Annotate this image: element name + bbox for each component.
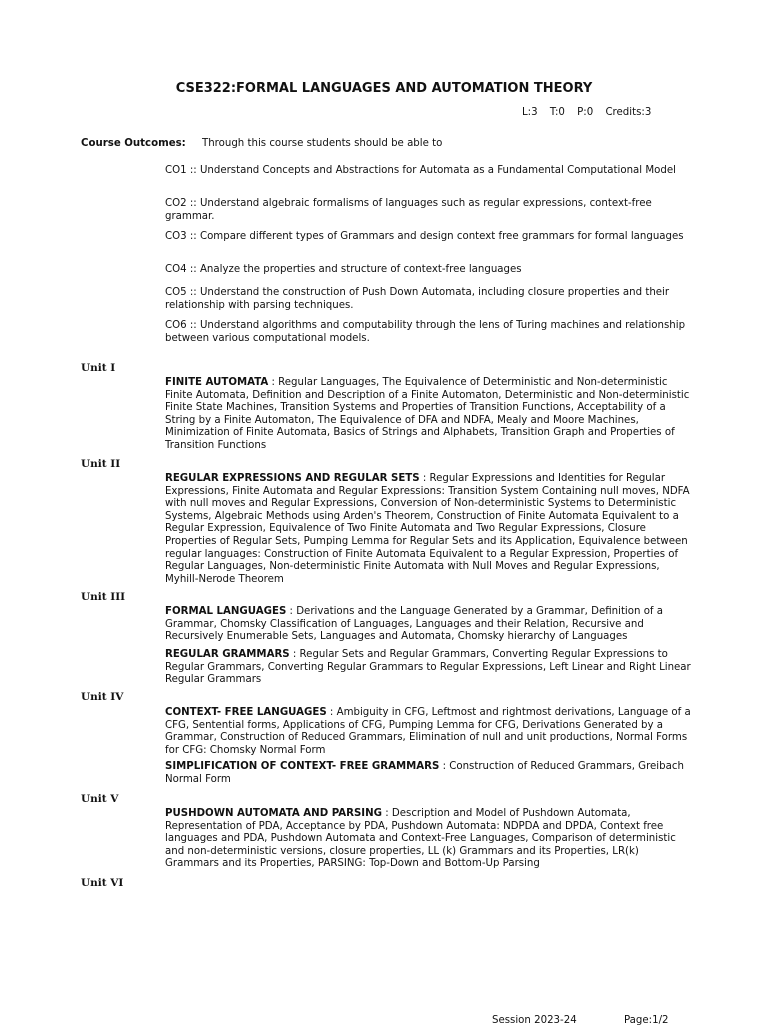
course-outcome-co6: CO6 :: Understand algorithms and computability through the lens of Turing machines and relationship between various computational models. [165,320,686,344]
footer-session: Session 2023-24 [492,1015,577,1026]
course-outcome-co5: CO5 :: Understand the construction of Push Down Automata, including closure properties and their relationship with parsing techniques. [165,287,670,311]
unit-4-topic-1 [165,707,695,757]
topic-heading: SIMPLIFICATION OF CONTEXT- FREE GRAMMARS [165,761,440,772]
unit-4-topic-2 [165,761,695,786]
course-outcome-co1: CO1 :: Understand Concepts and Abstractions for Automata as a Fundamental Computational Model [165,165,676,176]
topic-heading: FORMAL LANGUAGES [165,606,287,617]
practical-hours: P:0 [577,107,594,118]
unit-3-topic-1 [165,606,695,644]
topic-text: : Description and Model of Pushdown Automata, Representation of PDA, Acceptance by PDA, Pushdown Automata: NDPDA and DPDA, Context free languages and PDA, Pushdown Automata and Context-Free Languages, Comparison of deterministic and non-deterministic versions, closure properties, LL (k) Grammars and its Properties, LR(k) Grammars and its Properties, PARSING: Top-Down and Bottom-Up Parsing [165,808,676,870]
unit-label-6: Unit VI [81,877,124,889]
course-title: CSE322:FORMAL LANGUAGES AND AUTOMATION THEORY [175,81,593,96]
topic-heading: PUSHDOWN AUTOMATA AND PARSING [165,808,382,819]
unit-label-5: Unit V [81,793,119,805]
topic-text: : Construction of Reduced Grammars, Greibach Normal Form [165,761,684,785]
unit-label-1: Unit I [81,362,116,374]
course-outcome-co4: CO4 :: Analyze the properties and structure of context-free languages [165,264,522,275]
topic-text: : Regular Expressions and Identities for Regular Expressions, Finite Automata and Regular Expressions: Transition System Containing null moves, NDFA with null moves and Regular Expressions, Conversion of Non-deterministic Systems to Deterministic Systems, Algebraic Methods using Arden's Theorem, Construction of Finite Automata Equivalent to a Regular Expression, Equivalence of Two Finite Automata and Two Regular Expressions, Closure Properties of Regular Sets, Pumping Lemma for Regular Sets and its Application, Equivalence between regular languages: Construction of Finite Automata Equivalent to a Regular Expression, Properties of Regular Languages, Non-deterministic Finite Automata with Null Moves and Regular Expressions, Myhill-Nerode Theorem [165,473,690,585]
topic-heading: FINITE AUTOMATA [165,377,269,388]
credits: Credits:3 [605,107,652,118]
topic-text: : Regular Languages, The Equivalence of Deterministic and Non-deterministic Finite Automata, Definition and Description of a Finite Automaton, Deterministic and Non-deterministic Finite State Machines, Transition Systems and Properties of Transition Functions, Acceptability of a String by a Finite Automaton, The Equivalence of DFA and NDFA, Mealy and Moore Machines, Minimization of Finite Automata, Basics of Strings and Alphabets, Transition Graph and Properties of Transition Functions [165,377,690,451]
footer-page-number: Page:1/2 [624,1015,669,1026]
lecture-hours: L:3 [522,107,538,118]
course-credit-structure [522,107,660,120]
topic-text: : Derivations and the Language Generated by a Grammar, Definition of a Grammar, Chomsky Classification of Languages, Languages and their Relation, Recursive and Recursively Enumerable Sets, Languages and Automata, Chomsky hierarchy of Languages [165,606,663,643]
course-outcome-co2: CO2 :: Understand algebraic formalisms of languages such as regular expressions, context-free grammar. [165,198,652,222]
topic-heading: REGULAR EXPRESSIONS AND REGULAR SETS [165,473,420,484]
unit-1-topic-1 [165,377,695,453]
unit-3-topic-2 [165,649,695,687]
unit-2-topic-1 [165,473,695,586]
topic-text: : Regular Sets and Regular Grammars, Converting Regular Expressions to Regular Grammars, Converting Regular Grammars to Regular Expressions, Left Linear and Right Linear Regular Grammars [165,649,691,686]
topic-text: : Ambiguity in CFG, Leftmost and rightmost derivations, Language of a CFG, Sentential forms, Applications of CFG, Pumping Lemma for CFG, Derivations Generated by a Grammar, Construction of Reduced Grammars, Elimination of null and unit productions, Normal Forms for CFG: Chomsky Normal Form [165,707,691,756]
course-outcomes-intro: Through this course students should be able to [202,138,443,149]
course-outcomes-label: Course Outcomes: [81,138,186,149]
unit-label-4: Unit IV [81,691,124,703]
unit-5-topic-1 [165,808,695,871]
unit-label-3: Unit III [81,591,126,603]
tutorial-hours: T:0 [549,107,565,118]
course-outcome-co3: CO3 :: Compare different types of Grammars and design context free grammars for formal languages [165,231,684,242]
topic-heading: REGULAR GRAMMARS [165,649,290,660]
unit-label-2: Unit II [81,458,121,470]
topic-heading: CONTEXT- FREE LANGUAGES [165,707,327,718]
